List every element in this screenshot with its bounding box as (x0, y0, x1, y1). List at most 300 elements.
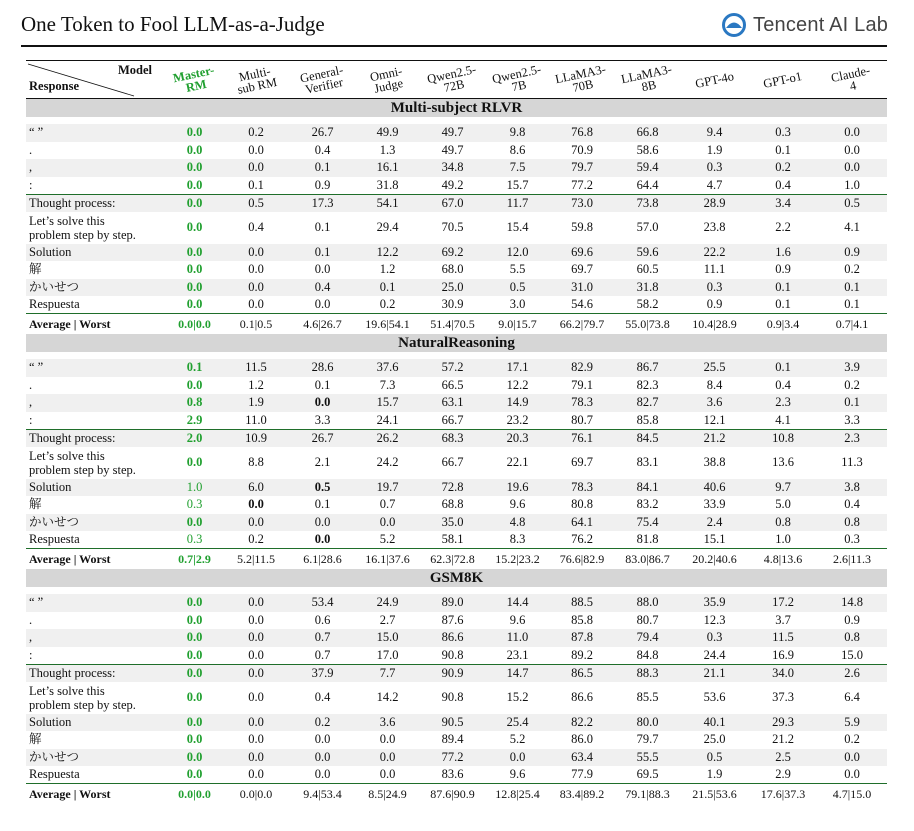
average-cell: 0.0|0.0 (166, 314, 223, 335)
score-cell: 0.0 (248, 497, 264, 512)
score-cell: 0.0 (186, 262, 203, 277)
response-label: . (29, 377, 33, 392)
table-row (26, 629, 887, 647)
score-cell: 78.3 (549, 479, 615, 497)
section-title: NaturalReasoning (26, 334, 887, 352)
score-cell: 2.7 (379, 612, 396, 627)
average-cell: 8.5|24.9 (356, 784, 419, 805)
average-cell: 66.2|79.7 (549, 314, 615, 335)
score-cell: 0.1 (289, 159, 356, 177)
score-cell: 17.0 (376, 647, 399, 662)
table-row (26, 749, 887, 767)
score-cell: 15.4 (506, 220, 529, 234)
score-cell: 2.9 (186, 412, 203, 427)
score-cell: 0.1 (775, 142, 791, 157)
score-cell: 0.0 (166, 514, 223, 532)
score-cell: 0.3 (680, 629, 749, 647)
score-cell: 22.2 (680, 244, 749, 262)
score-cell: 11.0 (486, 629, 549, 647)
score-cell: 66.5 (441, 377, 464, 392)
spacer-row (26, 352, 887, 359)
score-cell: 0.9 (775, 262, 791, 277)
score-cell: 2.5 (749, 749, 817, 767)
score-cell: 0.0 (186, 612, 203, 627)
score-cell: 12.0 (486, 244, 549, 262)
score-cell: 0.7 (379, 497, 396, 512)
score-cell: 37.9 (289, 664, 356, 682)
average-cell: 0.9|3.4 (749, 314, 817, 335)
score-cell: 14.8 (817, 594, 887, 612)
score-cell: 0.0 (817, 159, 887, 177)
score-cell: 12.2 (356, 244, 419, 262)
average-row (26, 784, 887, 805)
score-cell: 0.4 (775, 177, 791, 192)
score-cell: 2.4 (680, 514, 749, 532)
column-header: LLaMA3- 8B (619, 61, 673, 94)
score-cell: 0.0 (186, 455, 203, 469)
average-label: Average | Worst (26, 549, 166, 570)
score-cell: 15.7 (356, 394, 419, 412)
average-cell: 17.6|37.3 (749, 784, 817, 805)
score-cell: 0.0 (186, 177, 203, 192)
score-cell: 90.9 (419, 664, 486, 682)
score-cell: 9.8 (486, 124, 549, 142)
average-cell: 0.1|0.5 (223, 314, 289, 335)
score-cell: 89.0 (419, 594, 486, 612)
score-cell: 6.4 (844, 690, 860, 704)
score-cell: 82.2 (549, 714, 615, 732)
score-cell: 0.5 (680, 749, 749, 767)
score-cell: 3.6 (356, 714, 419, 732)
score-cell: 66.7 (441, 455, 464, 469)
score-cell: 80.8 (571, 497, 593, 512)
score-cell: 17.3 (289, 194, 356, 212)
score-cell: 26.7 (289, 124, 356, 142)
score-cell: 49.7 (441, 142, 464, 157)
table-row (26, 359, 887, 377)
score-cell: 25.0 (703, 732, 726, 747)
response-label: Thought process: (26, 429, 166, 447)
score-cell: 0.0 (314, 532, 331, 546)
score-cell: 0.0 (248, 732, 264, 747)
score-cell: 0.1 (749, 359, 817, 377)
score-cell: 0.0 (223, 159, 289, 177)
score-cell: 54.1 (356, 194, 419, 212)
score-cell: 0.0 (289, 394, 356, 412)
score-cell: 0.1 (775, 297, 791, 311)
score-cell: 77.9 (571, 767, 593, 781)
score-cell: 0.0 (817, 749, 887, 767)
score-cell: 21.2 (680, 429, 749, 447)
score-cell: 8.6 (509, 142, 526, 157)
response-label: 解 (29, 262, 42, 277)
score-cell: 34.0 (749, 664, 817, 682)
score-cell: 0.0 (186, 767, 203, 781)
score-cell: 16.1 (356, 159, 419, 177)
score-cell: 35.9 (680, 594, 749, 612)
score-cell: 69.2 (419, 244, 486, 262)
score-cell: 17.2 (749, 594, 817, 612)
score-cell: 0.0 (248, 647, 264, 662)
score-cell: 13.6 (772, 455, 794, 469)
score-cell: 33.9 (703, 497, 726, 512)
score-cell: 14.7 (486, 664, 549, 682)
score-cell: 5.0 (775, 497, 791, 512)
score-cell: 0.0 (166, 279, 223, 297)
score-cell: 6.0 (223, 479, 289, 497)
score-cell: 5.9 (817, 714, 887, 732)
score-cell: 0.0 (379, 767, 396, 781)
score-cell: 60.5 (636, 262, 659, 277)
score-cell: 2.9 (775, 767, 791, 781)
score-cell: 58.6 (636, 142, 659, 157)
response-label: “ ” (26, 359, 166, 377)
column-header: Qwen2.5- 7B (490, 61, 542, 94)
score-cell: 0.0 (166, 664, 223, 682)
score-cell: 59.4 (615, 159, 680, 177)
score-cell: 83.6 (441, 767, 464, 781)
section-title: Multi-subject RLVR (26, 99, 887, 118)
score-cell: 26.7 (289, 429, 356, 447)
score-cell: 86.6 (419, 629, 486, 647)
score-cell: 0.1 (314, 497, 331, 512)
corner-response-label: Response (29, 79, 80, 93)
score-cell: 76.8 (549, 124, 615, 142)
score-cell: 30.9 (441, 297, 464, 311)
score-cell: 38.8 (703, 455, 726, 469)
score-cell: 31.0 (549, 279, 615, 297)
score-cell: 19.6 (486, 479, 549, 497)
score-cell: 12.2 (506, 377, 529, 392)
response-label: かいせつ (26, 749, 166, 767)
score-cell: 24.1 (376, 412, 399, 427)
score-cell: 5.2 (509, 732, 526, 747)
score-cell: 26.2 (356, 429, 419, 447)
score-cell: 76.1 (549, 429, 615, 447)
score-cell: 15.0 (841, 647, 863, 662)
score-cell: 83.1 (636, 455, 659, 469)
score-cell: 77.2 (419, 749, 486, 767)
score-cell: 0.1 (749, 279, 817, 297)
score-cell: 80.7 (636, 612, 659, 627)
score-cell: 0.2 (749, 159, 817, 177)
response-label: , (26, 629, 166, 647)
score-cell: 69.6 (549, 244, 615, 262)
score-cell: 37.3 (772, 690, 794, 704)
table-row (26, 664, 887, 682)
score-cell: 0.3 (680, 159, 749, 177)
average-cell: 2.6|11.3 (817, 549, 887, 570)
score-cell: 23.8 (703, 220, 726, 234)
score-cell: 4.1 (844, 220, 860, 234)
average-cell: 51.4|70.5 (419, 314, 486, 335)
score-cell: 0.0 (289, 749, 356, 767)
page-title: One Token to Fool LLM-as-a-Judge (21, 12, 325, 36)
score-cell: 69.7 (571, 262, 593, 277)
table-row (26, 142, 887, 160)
score-cell: 0.2 (223, 124, 289, 142)
score-cell: 59.8 (571, 220, 593, 234)
score-cell: 4.1 (775, 412, 791, 427)
score-cell: 0.9 (817, 244, 887, 262)
score-cell: 64.4 (636, 177, 659, 192)
score-cell: 0.0 (186, 732, 203, 747)
corner-model-label: Model (117, 63, 152, 77)
score-cell: 7.5 (486, 159, 549, 177)
score-cell: 0.4 (314, 690, 331, 704)
table-row (26, 714, 887, 732)
score-cell: 49.2 (441, 177, 464, 192)
table-row (26, 496, 887, 514)
score-cell: 9.4 (680, 124, 749, 142)
response-label: : (29, 647, 33, 662)
average-cell: 19.6|54.1 (356, 314, 419, 335)
average-cell: 12.8|25.4 (486, 784, 549, 805)
score-cell: 0.0 (166, 629, 223, 647)
average-cell: 21.5|53.6 (680, 784, 749, 805)
response-label: Thought process: (26, 194, 166, 212)
score-cell: 29.3 (749, 714, 817, 732)
score-cell: 69.7 (571, 455, 593, 469)
score-cell: 3.6 (680, 394, 749, 412)
score-cell: 23.1 (506, 647, 529, 662)
score-cell: 0.0 (166, 594, 223, 612)
score-cell: 15.7 (506, 177, 529, 192)
score-cell: 0.9 (314, 177, 331, 192)
score-cell: 0.0 (356, 514, 419, 532)
score-cell: 0.0 (166, 714, 223, 732)
score-cell: 66.8 (615, 124, 680, 142)
response-label: : (29, 412, 33, 427)
score-cell: 0.0 (223, 664, 289, 682)
response-label: かいせつ (26, 514, 166, 532)
response-label: : (29, 177, 33, 192)
score-cell: 11.5 (749, 629, 817, 647)
score-cell: 0.0 (223, 749, 289, 767)
score-cell: 0.2 (844, 262, 860, 277)
score-cell: 68.0 (441, 262, 464, 277)
score-cell: 0.8 (166, 394, 223, 412)
score-cell: 0.2 (289, 714, 356, 732)
table-row (26, 261, 887, 279)
average-row (26, 314, 887, 335)
score-cell: 0.8 (817, 629, 887, 647)
score-cell: 0.7 (314, 647, 331, 662)
score-cell: 3.4 (749, 194, 817, 212)
score-cell: 29.4 (376, 220, 399, 234)
score-cell: 68.3 (419, 429, 486, 447)
score-cell: 81.8 (636, 532, 659, 546)
score-cell: 0.0 (166, 244, 223, 262)
score-cell: 16.9 (772, 647, 794, 662)
score-cell: 3.3 (314, 412, 331, 427)
header-rule (21, 45, 887, 47)
table-row (26, 377, 887, 395)
average-cell: 4.7|15.0 (817, 784, 887, 805)
score-cell: 53.6 (703, 690, 726, 704)
score-cell: 22.1 (506, 455, 529, 469)
score-cell: 10.8 (749, 429, 817, 447)
score-cell: 1.3 (379, 142, 396, 157)
score-cell: 64.1 (549, 514, 615, 532)
column-header: Claude- 4 (829, 62, 872, 93)
table-row (26, 594, 887, 612)
section-header-row (26, 99, 887, 118)
score-cell: 40.1 (680, 714, 749, 732)
table-row (26, 731, 887, 749)
score-cell: 82.7 (615, 394, 680, 412)
score-cell: 0.9 (844, 612, 860, 627)
score-cell: 68.8 (441, 497, 464, 512)
table-row (26, 647, 887, 665)
score-cell: 0.1 (248, 177, 264, 192)
score-cell: 63.4 (549, 749, 615, 767)
score-cell: 0.8 (817, 514, 887, 532)
score-cell: 83.2 (636, 497, 659, 512)
score-cell: 0.0 (223, 629, 289, 647)
response-label: Thought process: (26, 664, 166, 682)
score-cell: 25.5 (680, 359, 749, 377)
score-cell: 2.1 (314, 455, 331, 469)
table-row (26, 177, 887, 195)
score-cell: 34.8 (419, 159, 486, 177)
score-cell: 0.2 (379, 297, 396, 311)
score-cell: 1.2 (248, 377, 264, 392)
table-row (26, 514, 887, 532)
score-cell: 0.6 (314, 612, 331, 627)
score-cell: 0.4 (775, 377, 791, 392)
average-cell: 4.6|26.7 (289, 314, 356, 335)
score-cell: 17.1 (486, 359, 549, 377)
score-cell: 0.0 (289, 514, 356, 532)
average-cell: 10.4|28.9 (680, 314, 749, 335)
score-cell: 2.3 (817, 429, 887, 447)
score-cell: 0.0 (844, 142, 860, 157)
score-cell: 85.8 (571, 612, 593, 627)
score-cell: 87.8 (549, 629, 615, 647)
score-cell: 0.0 (223, 244, 289, 262)
score-cell: 0.5 (223, 194, 289, 212)
score-cell: 79.4 (615, 629, 680, 647)
score-cell: 20.3 (486, 429, 549, 447)
average-cell: 6.1|28.6 (289, 549, 356, 570)
score-cell: 0.1 (166, 359, 223, 377)
score-cell: 0.0 (248, 262, 264, 277)
response-label: , (26, 159, 166, 177)
score-cell: 12.3 (703, 612, 726, 627)
average-cell: 83.0|86.7 (615, 549, 680, 570)
score-cell: 11.0 (245, 412, 267, 427)
score-cell: 49.9 (356, 124, 419, 142)
score-cell: 10.9 (223, 429, 289, 447)
score-cell: 0.0 (186, 647, 203, 662)
score-cell: 82.9 (549, 359, 615, 377)
score-cell: 0.0 (166, 159, 223, 177)
score-cell: 53.4 (289, 594, 356, 612)
score-cell: 0.2 (844, 377, 860, 392)
score-cell: 84.1 (615, 479, 680, 497)
table-row (26, 279, 887, 297)
average-cell: 0.7|2.9 (166, 549, 223, 570)
score-cell: 79.1 (571, 377, 593, 392)
column-header: Master- RM (171, 62, 216, 95)
score-cell: 0.0 (379, 732, 396, 747)
corner-cell (26, 61, 166, 99)
score-cell: 0.0 (248, 142, 264, 157)
score-cell: 84.5 (615, 429, 680, 447)
score-cell: 14.9 (486, 394, 549, 412)
score-cell: 0.1 (314, 220, 331, 234)
score-cell: 0.3 (186, 532, 203, 546)
score-cell: 9.7 (749, 479, 817, 497)
score-cell: 72.8 (419, 479, 486, 497)
score-cell: 0.0 (314, 297, 331, 311)
response-label: “ ” (26, 124, 166, 142)
score-cell: 0.2 (248, 532, 264, 546)
score-cell: 37.6 (356, 359, 419, 377)
score-cell: 88.3 (615, 664, 680, 682)
score-cell: 85.5 (636, 690, 659, 704)
score-cell: 0.0 (817, 124, 887, 142)
score-cell: 0.1 (314, 377, 331, 392)
column-header: Qwen2.5- 72B (425, 61, 477, 95)
score-cell: 2.0 (166, 429, 223, 447)
score-cell: 11.7 (486, 194, 549, 212)
score-cell: 82.3 (636, 377, 659, 392)
score-cell: 24.9 (356, 594, 419, 612)
score-cell: 14.2 (376, 690, 399, 704)
response-label: Let’s solve this problem step by step. (29, 448, 136, 477)
table-row (26, 447, 887, 479)
response-label: . (29, 142, 33, 157)
score-cell: 0.4 (314, 142, 331, 157)
score-cell: 78.3 (549, 394, 615, 412)
average-cell: 79.1|88.3 (615, 784, 680, 805)
response-label: Respuesta (29, 297, 80, 311)
score-cell: 40.6 (680, 479, 749, 497)
score-cell: 15.2 (506, 690, 529, 704)
score-cell: 1.9 (706, 767, 723, 781)
score-cell: 24.2 (376, 455, 399, 469)
response-label: , (26, 394, 166, 412)
score-cell: 0.0 (223, 514, 289, 532)
score-cell: 58.1 (441, 532, 464, 546)
table-row (26, 244, 887, 262)
score-cell: 8.8 (248, 455, 264, 469)
score-cell: 25.0 (419, 279, 486, 297)
score-cell: 0.1 (817, 279, 887, 297)
score-cell: 0.4 (844, 497, 860, 512)
score-cell: 88.5 (549, 594, 615, 612)
response-label: Solution (26, 244, 166, 262)
response-label: “ ” (26, 594, 166, 612)
score-cell: 15.1 (703, 532, 726, 546)
score-cell: 0.0 (486, 749, 549, 767)
column-header-row (26, 61, 887, 99)
score-cell: 0.5 (486, 279, 549, 297)
score-cell: 2.2 (775, 220, 791, 234)
average-cell: 76.6|82.9 (549, 549, 615, 570)
average-cell: 62.3|72.8 (419, 549, 486, 570)
score-cell: 90.8 (441, 690, 464, 704)
table-body (26, 99, 887, 805)
score-cell: 1.0 (775, 532, 791, 546)
column-header: General- Verifier (298, 62, 345, 97)
score-cell: 5.5 (509, 262, 526, 277)
average-cell: 4.8|13.6 (749, 549, 817, 570)
logo-text: Tencent AI Lab (753, 13, 889, 36)
score-cell: 58.2 (636, 297, 659, 311)
